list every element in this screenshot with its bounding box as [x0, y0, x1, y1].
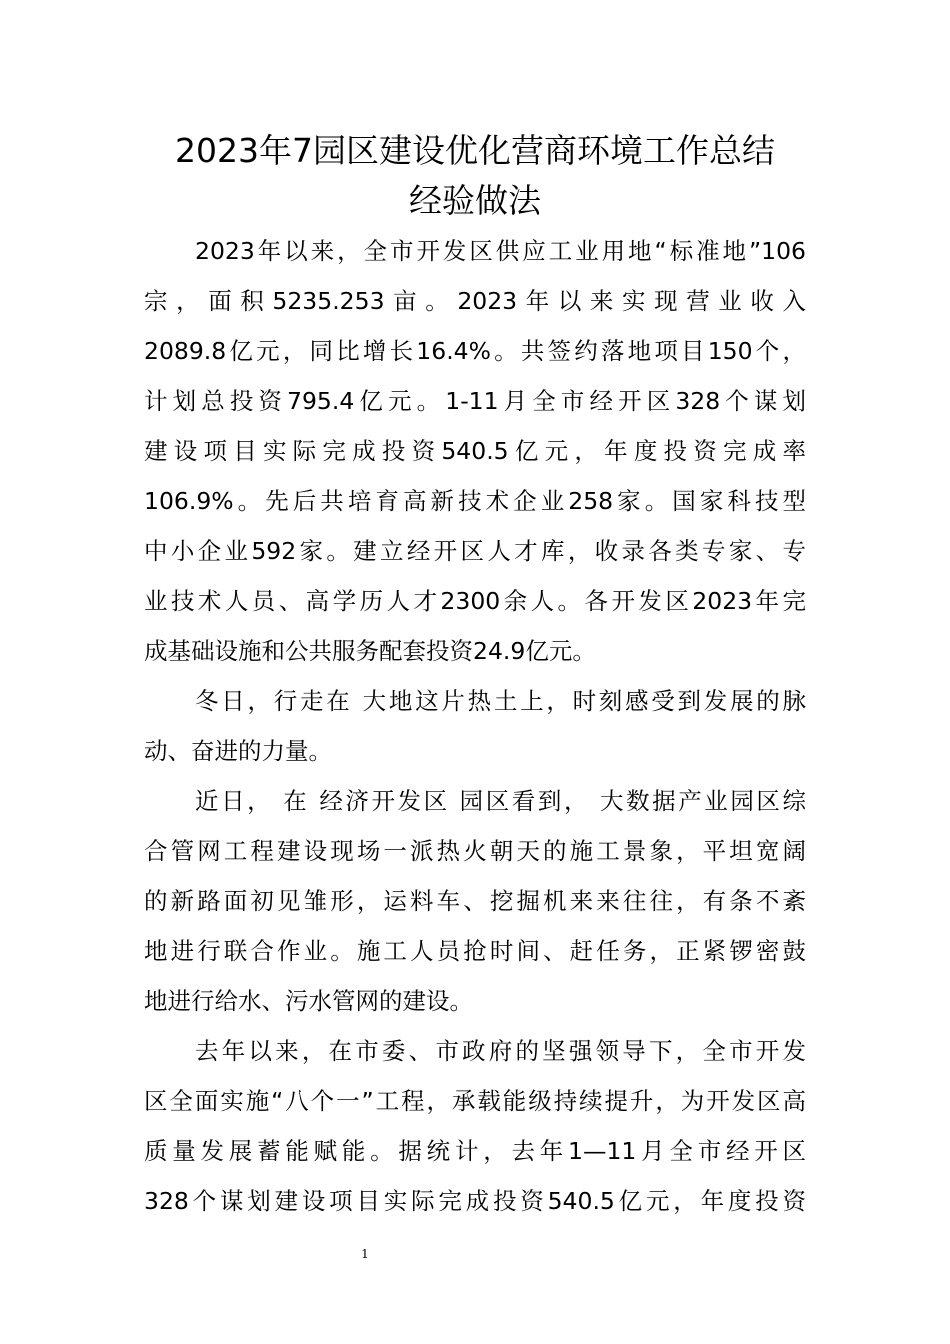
document-body: [144, 226, 806, 1226]
body-line: 合管网工程建设现场一派热火朝天的施工景象，平坦宽阔: [144, 837, 806, 865]
body-line: 近日， 在 经济开发区 园区看到， 大数据产业园区综: [195, 787, 806, 815]
body-line: 2089.8亿元，同比增长16.4%。共签约落地项目150个，: [144, 337, 806, 365]
body-line: 中小企业592家。建立经开区人才库，收录各类专家、专: [144, 537, 806, 565]
body-line: 动、奋进的力量。: [144, 737, 332, 765]
body-line: 建设项目实际完成投资540.5亿元，年度投资完成率: [144, 437, 806, 465]
body-line: 区全面实施“八个一”工程，承载能级持续提升，为开发区高: [144, 1087, 806, 1115]
body-line: 质量发展蓄能赋能。据统计，去年1—11月全市经开区: [144, 1137, 806, 1165]
body-line: 冬日，行走在 大地这片热土上，时刻感受到发展的脉: [195, 687, 806, 715]
paragraph-4: [144, 1026, 806, 1226]
paragraph-1: [144, 226, 806, 676]
body-line: 地进行给水、污水管网的建设。: [144, 987, 473, 1015]
document-title-line-1: 2023年7园区建设优化营商环境工作总结: [175, 131, 775, 170]
body-line: 宗，面积5235.253亩。2023年以来实现营业收入: [144, 287, 806, 315]
body-line: 业技术人员、高学历人才2300余人。各开发区2023年完: [144, 587, 806, 615]
body-line: 106.9%。先后共培育高新技术企业258家。国家科技型: [144, 487, 806, 515]
body-line: 的新路面初见雏形，运料车、挖掘机来来往往，有条不紊: [144, 887, 806, 915]
document-title-line-2: 经验做法: [409, 181, 541, 220]
body-line: 计划总投资795.4亿元。1-11月全市经开区328个谋划: [144, 387, 806, 415]
page-number: 1: [361, 1247, 369, 1261]
paragraph-2: [144, 676, 806, 776]
body-line: 去年以来，在市委、市政府的坚强领导下，全市开发: [195, 1037, 806, 1065]
body-line: 地进行联合作业。施工人员抢时间、赶任务，正紧锣密鼓: [144, 937, 806, 965]
body-line: 成基础设施和公共服务配套投资24.9亿元。: [144, 637, 596, 665]
body-line: 2023年以来，全市开发区供应工业用地“标准地”106: [195, 237, 806, 265]
body-line: 328个谋划建设项目实际完成投资540.5亿元，年度投资: [144, 1187, 806, 1215]
paragraph-3: [144, 776, 806, 1026]
